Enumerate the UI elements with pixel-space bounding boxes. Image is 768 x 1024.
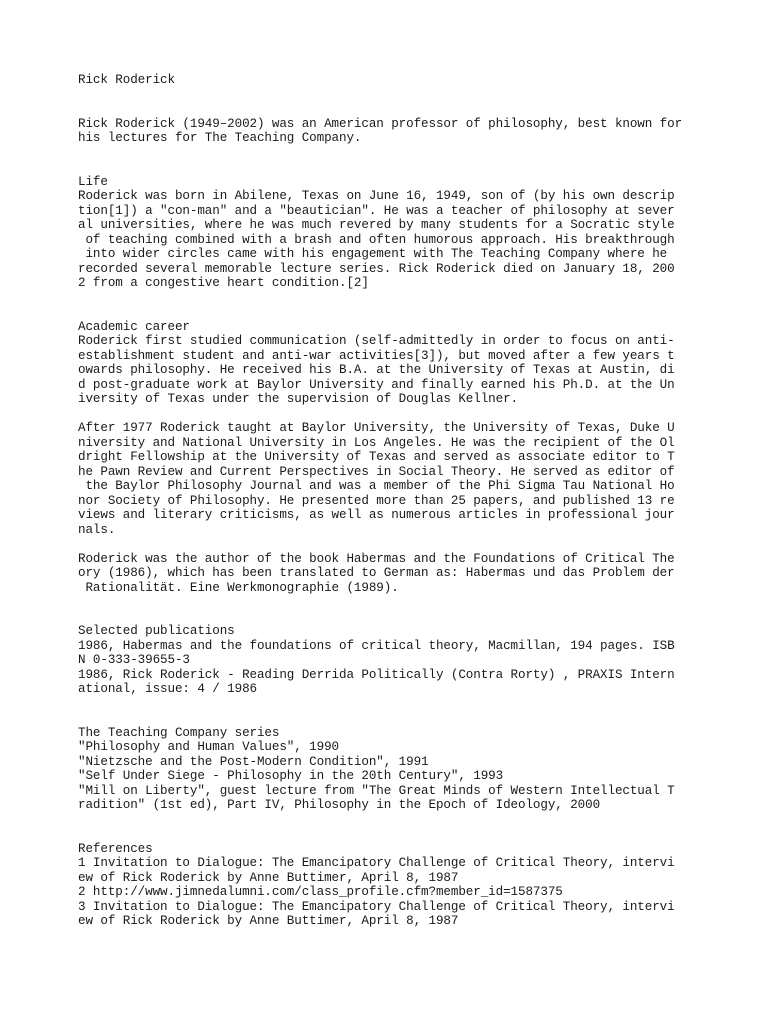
text-line: d post-graduate work at Baylor University and finally earned his Ph.D. at the Un (78, 377, 675, 392)
text-line: he Pawn Review and Current Perspectives in Social Theory. He served as editor of (78, 464, 675, 479)
text-line: ory (1986), which has been translated to German as: Habermas und das Problem der (78, 566, 675, 580)
text-line: tion[1]) a "con-man" and a "beautician". He was a teacher of philosophy at sever (78, 203, 675, 218)
teaching-company-section (78, 726, 728, 813)
text-line: 1 Invitation to Dialogue: The Emancipatory Challenge of Critical Theory, intervi (78, 856, 675, 870)
references-section (78, 842, 728, 929)
text-line: nals. (78, 522, 116, 537)
text-line: Roderick was born in Abilene, Texas on June 16, 1949, son of (by his own descrip (78, 189, 675, 203)
text-line: N 0-333-39655-3 (78, 653, 190, 667)
text-line: owards philosophy. He received his B.A. at the University of Texas at Austin, di (78, 363, 675, 377)
text-line: his lectures for The Teaching Company. (78, 131, 362, 145)
text-line: of teaching combined with a brash and often humorous approach. His breakthrough (78, 232, 675, 247)
text-line: "Mill on Liberty", guest lecture from "The Great Minds of Western Intellectual T (78, 783, 675, 798)
text-line: 2 http://www.jimnedalumni.com/class_profile.cfm?member_id=1587375 (78, 885, 563, 899)
text-line: "Self Under Siege - Philosophy in the 20th Century", 1993 (78, 769, 504, 783)
selected-publications-section (78, 624, 728, 697)
academic-career-section (78, 320, 728, 596)
document-title: Rick Roderick (78, 73, 175, 87)
text-line: ational, issue: 4 / 1986 (78, 682, 257, 696)
section-heading-selected-publications: Selected publications (78, 624, 235, 638)
text-line: ew of Rick Roderick by Anne Buttimer, April 8, 1987 (78, 870, 459, 885)
text-line: Rationalität. Eine Werkmonographie (1989). (78, 580, 399, 595)
text-line: "Philosophy and Human Values", 1990 (78, 740, 340, 754)
text-line: into wider circles came with his engagement with The Teaching Company where he (78, 247, 668, 261)
text-line: the Baylor Philosophy Journal and was a member of the Phi Sigma Tau National Ho (78, 479, 675, 493)
text-line: 1986, Habermas and the foundations of critical theory, Macmillan, 194 pages. ISB (78, 638, 675, 653)
text-line: "Nietzsche and the Post-Modern Condition", 1991 (78, 754, 429, 769)
text-line: establishment student and anti-war activities[3]), but moved after a few years t (78, 348, 675, 363)
text-line: dright Fellowship at the University of Texas and served as associate editor to T (78, 450, 675, 464)
text-line: Rick Roderick (1949–2002) was an American professor of philosophy, best known for (78, 116, 683, 131)
text-line: 1986, Rick Roderick - Reading Derrida Politically (Contra Rorty) , PRAXIS Intern (78, 667, 675, 682)
text-line: radition" (1st ed), Part IV, Philosophy in the Epoch of Ideology, 2000 (78, 798, 601, 812)
text-line: al universities, where he was much revered by many students for a Socratic style (78, 218, 675, 232)
intro-paragraph (78, 117, 728, 146)
life-section (78, 175, 728, 291)
text-line: After 1977 Roderick taught at Baylor University, the University of Texas, Duke U (78, 421, 675, 435)
text-line: views and literary criticisms, as well as numerous articles in professional jour (78, 508, 675, 522)
text-line: 3 Invitation to Dialogue: The Emancipatory Challenge of Critical Theory, intervi (78, 899, 675, 914)
text-line: niversity and National University in Los Angeles. He was the recipient of the Ol (78, 435, 675, 450)
section-heading-references: References (78, 841, 153, 856)
text-line: Roderick was the author of the book Habermas and the Foundations of Critical The (78, 551, 675, 566)
section-heading-life: Life (78, 174, 108, 189)
section-heading-academic-career: Academic career (78, 319, 190, 334)
text-line: ew of Rick Roderick by Anne Buttimer, April 8, 1987 (78, 914, 459, 928)
text-line: recorded several memorable lecture series. Rick Roderick died on January 18, 200 (78, 261, 675, 276)
document-page (78, 73, 728, 929)
section-heading-teaching-company: The Teaching Company series (78, 725, 280, 740)
text-line: nor Society of Philosophy. He presented more than 25 papers, and published 13 re (78, 493, 675, 508)
text-line: 2 from a congestive heart condition.[2] (78, 276, 369, 290)
text-line: Roderick first studied communication (self-admittedly in order to focus on anti- (78, 334, 675, 348)
text-line: iversity of Texas under the supervision of Douglas Kellner. (78, 392, 518, 406)
